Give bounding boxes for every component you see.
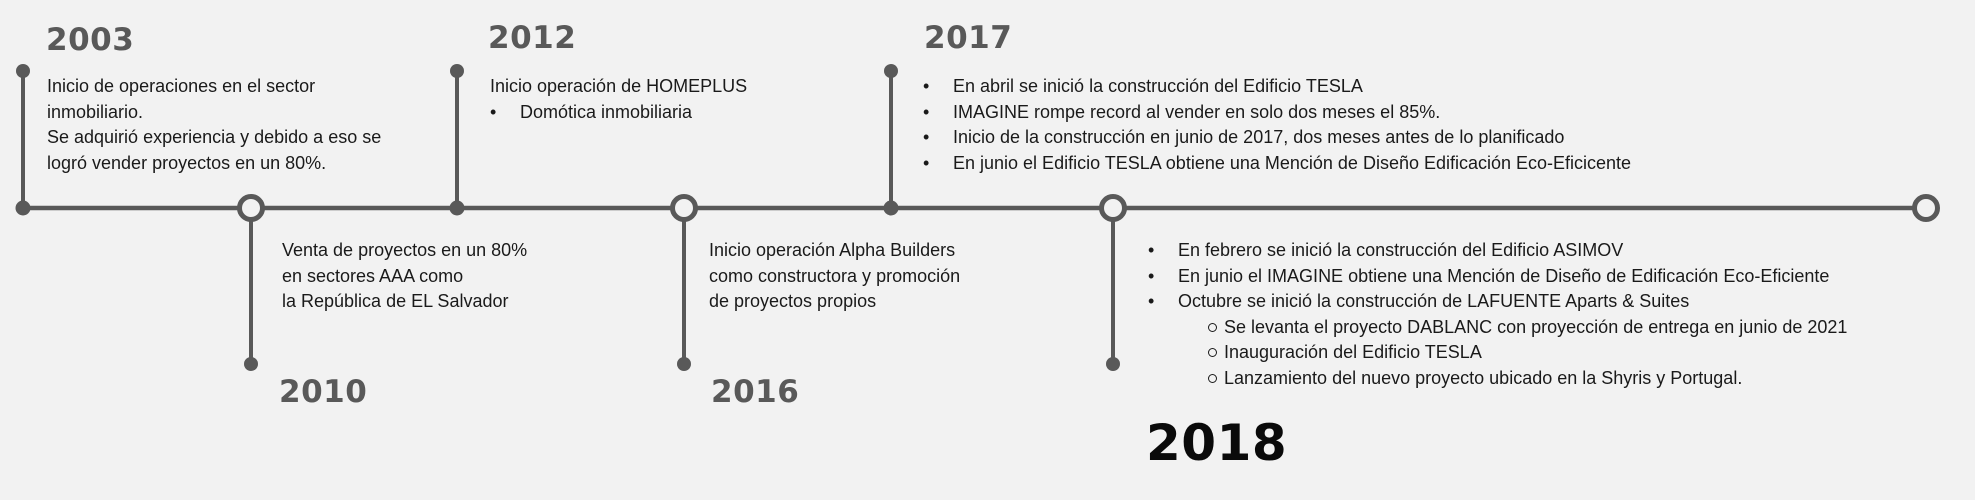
marker-end-2010	[244, 357, 258, 371]
sub-bullet-item: Inauguración del Edificio TESLA	[1148, 340, 1847, 366]
event-line: Inicio de operaciones en el sector	[47, 76, 316, 96]
marker-end-2016	[677, 357, 691, 371]
axis-dot-2003	[16, 201, 31, 216]
year-label-2017: 2017	[924, 20, 1013, 56]
bullet-item: • IMAGINE rompe record al vender en solo dos meses el 85%.	[923, 100, 1631, 126]
event-line: inmobiliario.	[47, 101, 144, 122]
sub-bullet-item: Lanzamiento del nuevo proyecto ubicado en la Shyris y Portugal.	[1148, 366, 1847, 392]
year-label-2018: 2018	[1146, 414, 1288, 472]
event-text-2003	[47, 74, 381, 176]
marker-end-2017	[884, 64, 898, 78]
event-line: Inicio operación Alpha Builders	[709, 240, 956, 260]
marker-end-2018	[1106, 357, 1120, 371]
axis-ring-2018	[1102, 197, 1125, 220]
bullet-item: • En junio el Edificio TESLA obtiene una Mención de Diseño Edificación Eco-Eficicente	[923, 151, 1631, 177]
axis-ring-2016	[673, 197, 696, 220]
event-line: de proyectos propios	[709, 291, 877, 311]
event-bullet-list	[923, 74, 1631, 176]
event-line: la República de EL Salvador	[282, 291, 509, 311]
event-line: Se adquirió experiencia y debido a eso se	[47, 127, 382, 147]
year-label-2012: 2012	[488, 20, 577, 56]
event-intro: Inicio operación de HOMEPLUS	[490, 76, 748, 96]
bullet-item: • Domótica inmobiliaria	[490, 100, 747, 126]
year-label-2010: 2010	[279, 374, 368, 410]
bullet-item: • En abril se inició la construcción del Edificio TESLA	[923, 74, 1631, 100]
axis-end-ring	[1915, 197, 1938, 220]
event-text-2016	[709, 238, 960, 315]
event-text-2010	[282, 238, 527, 315]
event-text-2017	[923, 74, 1631, 176]
bullet-item: • Octubre se inició la construcción de LAFUENTE Aparts & Suites	[1148, 289, 1847, 315]
marker-end-2003	[16, 64, 30, 78]
sub-bullet-item: Se levanta el proyecto DABLANC con proyección de entrega en junio de 2021	[1148, 315, 1847, 341]
event-line: logró vender proyectos en un 80%.	[47, 152, 327, 173]
year-label-2016: 2016	[711, 374, 800, 410]
event-text-2012	[490, 74, 747, 125]
event-bullet-list	[1148, 238, 1847, 391]
event-line: Venta de proyectos en un 80%	[282, 240, 528, 260]
event-text-2018	[1148, 238, 1847, 391]
event-line: como constructora y promoción	[709, 265, 961, 286]
marker-end-2012	[450, 64, 464, 78]
axis-dot-2017	[884, 201, 899, 216]
event-line: en sectores AAA como	[282, 265, 464, 286]
bullet-item: • En junio el IMAGINE obtiene una Mención de Diseño de Edificación Eco-Eficiente	[1148, 264, 1847, 290]
bullet-item: • En febrero se inició la construcción del Edificio ASIMOV	[1148, 238, 1847, 264]
axis-dot-2012	[450, 201, 465, 216]
bullet-item: • Inicio de la construcción en junio de 2017, dos meses antes de lo planificado	[923, 125, 1631, 151]
event-bullet-list	[490, 100, 747, 126]
year-label-2003: 2003	[46, 22, 135, 58]
axis-ring-2010	[240, 197, 263, 220]
